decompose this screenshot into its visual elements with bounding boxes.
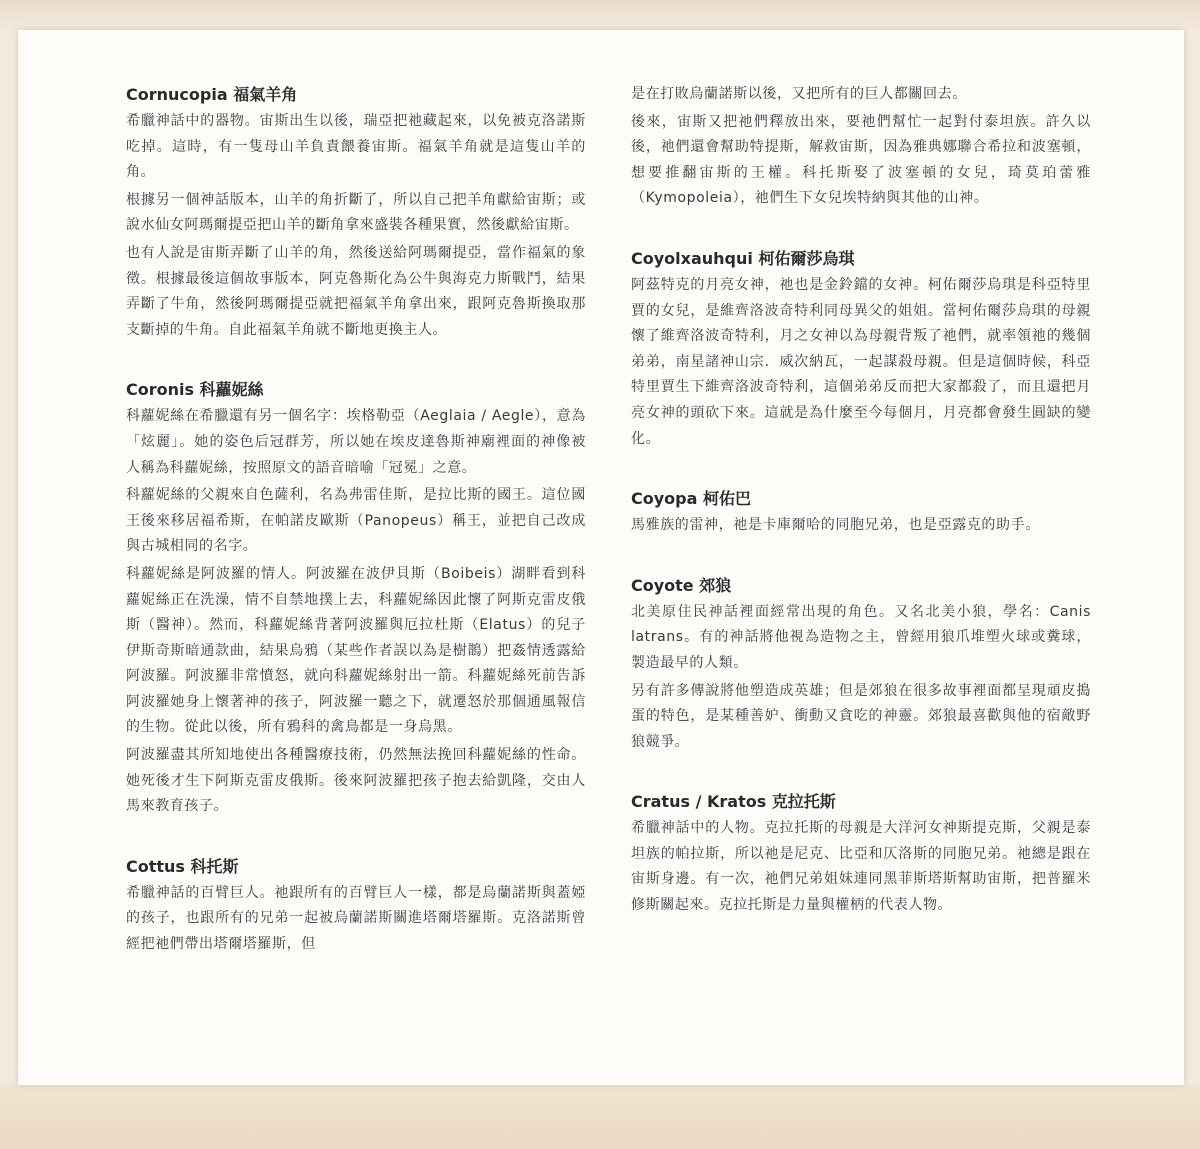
bottom-background [0,1085,1200,1149]
entry-cottus-continued [631,82,1091,212]
entry-paragraph: 根據另一個神話版本，山羊的角折斷了，所以自己把羊角獻給宙斯；或說水仙女阿瑪爾提亞把山羊的斷角拿來盛裝各種果實，然後獻給宙斯。 [126,191,586,234]
entry-paragraph: 也有人說是宙斯弄斷了山羊的角，然後送給阿瑪爾提亞，當作福氣的象徵。根據最後這個故事版本，阿克魯斯化為公牛與海克力斯戰鬥，結果弄斷了牛角，然後阿瑪爾提亞就把福氣羊角拿出來，跟阿克魯斯換取那支斷掉的牛角。自此福氣羊角就不斷地更換主人。 [126,244,586,338]
entry-cottus [126,854,586,958]
entry-paragraph: 後來，宙斯又把祂們釋放出來，要祂們幫忙一起對付泰坦族。許久以後，祂們還會幫助特提斯，解救宙斯，因為雅典娜聯合希拉和波塞頓，想要推翻宙斯的王權。科托斯娶了波塞頓的女兒，琦莫珀蕾雅（Kymopoleia），祂們生下女兒埃特納與其他的山神。 [631,113,1091,207]
entry-heading: Cornucopia 福氣羊角 [126,85,298,104]
entry-paragraph: 北美原住民神話裡面經常出現的角色。又名北美小狼，學名：Canis latrans。有的神話將他視為造物之主，曾經用狼爪堆塑火球或糞球，製造最早的人類。 [631,603,1091,671]
entry-heading: Cratus / Kratos 克拉托斯 [631,792,836,812]
left-column [126,82,586,992]
entry-paragraph: 科蘿妮絲的父親來自色薩利，名為弗雷佳斯，是拉比斯的國王。這位國王後來移居福希斯，在帕諾皮歐斯（Panopeus）稱王，並把自己改成與古城相同的名字。 [126,487,586,555]
entry-coyopa [631,486,1091,539]
entry-paragraph: 希臘神話中的人物。克拉托斯的母親是大洋河女神斯提克斯，父親是泰坦族的帕拉斯，所以祂是尼克、比亞和仄洛斯的同胞兄弟。祂總是跟在宙斯身邊。有一次，祂們兄弟姐妹連同黑菲斯塔斯幫助宙斯，把普羅米修斯關起來。克拉托斯是力量與權柄的代表人物。 [631,820,1091,914]
entry-paragraph: 阿波羅盡其所知地使出各種醫療技術，仍然無法挽回科蘿妮絲的性命。她死後才生下阿斯克雷皮俄斯。後來阿波羅把孩子抱去給凱隆，交由人馬來教育孩子。 [126,747,586,815]
entry-paragraph: 馬雅族的雷神，祂是卡庫爾哈的同胞兄弟，也是亞露克的助手。 [631,517,1040,534]
top-background [0,0,1200,30]
entry-paragraph: 另有許多傳說將他塑造成英雄；但是郊狼在很多故事裡面都呈現頑皮搗蛋的特色，是某種善妒、衝動又貪吃的神靈。郊狼最喜歡與他的宿敵野狼競爭。 [631,682,1091,750]
entry-heading: Coyolxauhqui 柯佑爾莎烏琪 [631,248,855,268]
entry-heading: Coyopa 柯佑巴 [631,489,751,509]
right-column [631,82,1091,953]
entry-heading: Coyote 郊狼 [631,575,732,595]
entry-heading: Cottus 科托斯 [126,856,239,876]
entry-paragraph: 希臘神話的百臂巨人。祂跟所有的百臂巨人一樣，都是烏蘭諾斯與蓋婭的孩子，也跟所有的兄弟一起被烏蘭諾斯關進塔爾塔羅斯。克洛諾斯曾經把祂們帶出塔爾塔羅斯，但 [126,884,586,953]
entry-paragraph: 希臘神話中的器物。宙斯出生以後，瑞亞把祂藏起來，以免被克洛諾斯吃掉。這時，有一隻母山羊負責餵養宙斯。福氣羊角就是這隻山羊的角。 [126,113,586,181]
page-sheet [18,30,1184,1085]
entry-cratus [631,789,1091,918]
entry-coronis [126,377,586,820]
entry-paragraph: 科蘿妮絲是阿波羅的情人。阿波羅在波伊貝斯（Boibeis）湖畔看到科蘿妮絲正在洗澡，情不自禁地撲上去，科蘿妮絲因此懷了阿斯克雷皮俄斯（醫神）。然而，科蘿妮絲背著阿波羅與厄拉杜斯（Elatus）的兒子伊斯奇斯暗通款曲，結果烏鴉（某些作者誤以為是樹鵲）把姦情透露給阿波羅。阿波羅非常憤怒，就向科蘿妮絲射出一箭。科蘿妮絲死前告訴阿波羅她身上懷著神的孩子，阿波羅一聽之下，就遷怒於那個通風報信的生物。從此以後，所有鴉科的禽鳥都是一身烏黑。 [126,565,586,736]
entry-heading: Coronis 科蘿妮絲 [126,380,264,400]
entry-paragraph: 是在打敗烏蘭諾斯以後，又把所有的巨人都關回去。 [631,86,967,102]
entry-paragraph: 科蘿妮絲在希臘還有另一個名字：埃格勒亞（Aeglaia / Aegle），意為「炫麗」。她的姿色后冠群芳，所以她在埃皮達魯斯神廟裡面的神像被人稱為科蘿妮絲，按照原文的語音暗喻「冠冕」之意。 [126,408,586,476]
entry-paragraph: 阿茲特克的月亮女神，祂也是金鈴鐺的女神。柯佑爾莎烏琪是科亞特里賈的女兒，是維齊洛波奇特利同母異父的姐姐。當柯佑爾莎烏琪的母親懷了維齊洛波奇特利，月之女神以為母親背叛了祂們，就率領祂的幾個弟弟，南星諸神山宗．威次納瓦，一起謀殺母親。但是這個時候，科亞特里賈生下維齊洛波奇特利，這個弟弟反而把大家都殺了，而且還把月亮女神的頭砍下來。這就是為什麼至今每個月，月亮都會發生圓缺的變化。 [631,276,1091,447]
entry-cornucopia [126,82,586,343]
entry-coyote [631,573,1091,756]
entry-coyolxauhqui [631,246,1091,452]
